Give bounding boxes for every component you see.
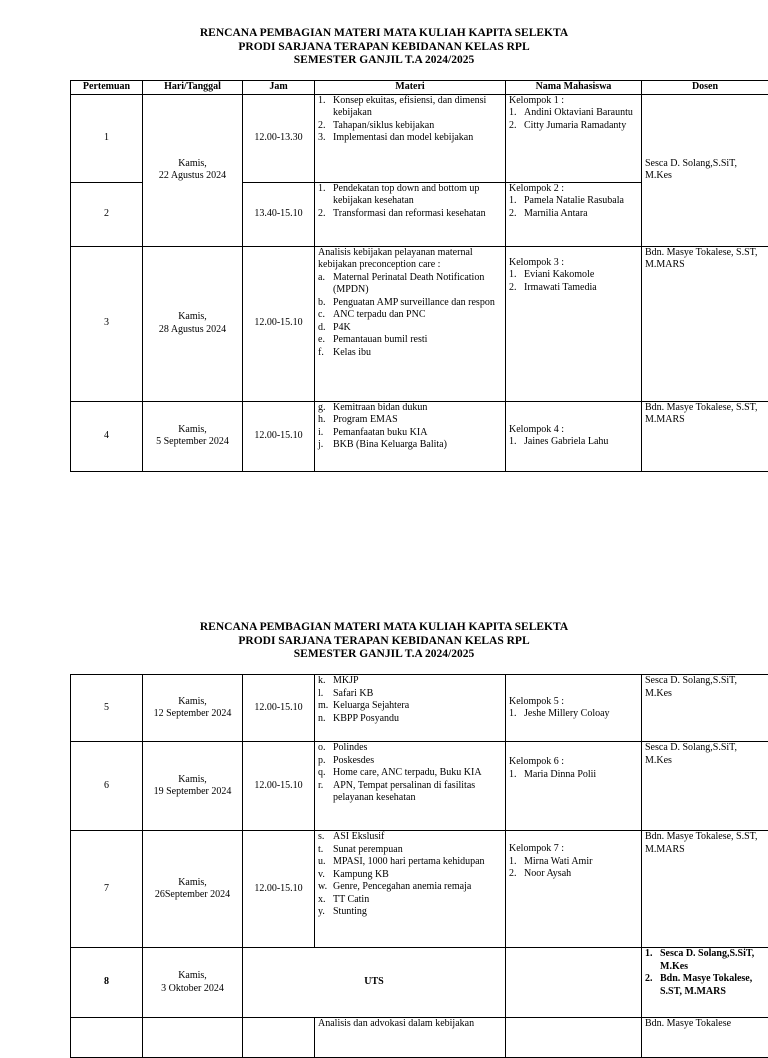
- kelompok-label: Kelompok 2 :: [509, 183, 638, 196]
- dosen-cell: Bdn. Masye Tokalese, S.ST, M.MARS: [642, 401, 768, 471]
- tanggal-text: 12 September 2024: [146, 708, 239, 721]
- title-line: SEMESTER GANJIL T.A 2024/2025: [0, 54, 768, 68]
- tanggal-text: 22 Agustus 2024: [146, 170, 239, 183]
- tanggal-text: 3 Oktober 2024: [146, 983, 239, 996]
- list-item: p. Poskesdes: [318, 755, 502, 768]
- header-materi: Materi: [315, 81, 506, 95]
- dosen-cell: Bdn. Masye Tokalese, S.ST, M.MARS: [642, 246, 768, 401]
- title-line: RENCANA PEMBAGIAN MATERI MATA KULIAH KAPITA SELEKTA: [0, 27, 768, 41]
- mahasiswa-cell: [506, 94, 642, 182]
- list-item: 1. Sesca D. Solang,S.SiT, M.Kes: [645, 948, 765, 973]
- dosen-cell: Bdn. Masye Tokalese: [642, 1018, 768, 1058]
- list-item: 2. Marnilia Antara: [509, 208, 638, 221]
- header-hari-tanggal: Hari/Tanggal: [143, 81, 243, 95]
- materi-intro: Analisis kebijakan pelayanan maternal kebijakan preconception care :: [318, 247, 502, 272]
- list-item: l. Safari KB: [318, 688, 502, 701]
- table-row: [71, 675, 768, 742]
- pertemuan-cell: 3: [71, 246, 143, 401]
- mahasiswa-cell: [506, 948, 642, 1018]
- title-line: PRODI SARJANA TERAPAN KEBIDANAN KELAS RPL: [0, 635, 768, 649]
- materi-cell: [315, 182, 506, 246]
- list-item: i. Pemanfaatan buku KIA: [318, 427, 502, 440]
- materi-cell: [315, 246, 506, 401]
- list-item: 1. Jaines Gabriela Lahu: [509, 436, 638, 449]
- list-item: 2. Citty Jumaria Ramadanty: [509, 120, 638, 133]
- materi-cell: [315, 401, 506, 471]
- jam-cell: 12.00-13.30: [243, 94, 315, 182]
- page1-title: [0, 27, 768, 68]
- title-line: PRODI SARJANA TERAPAN KEBIDANAN KELAS RPL: [0, 41, 768, 55]
- mahasiswa-cell: [506, 401, 642, 471]
- schedule-table-2: [70, 674, 768, 1058]
- list-item: 1. Pamela Natalie Rasubala: [509, 195, 638, 208]
- list-item: u. MPASI, 1000 hari pertama kehidupan: [318, 856, 502, 869]
- list-item: 1. Eviani Kakomole: [509, 269, 638, 282]
- list-item: q. Home care, ANC terpadu, Buku KIA: [318, 767, 502, 780]
- table-row: [71, 246, 768, 401]
- mahasiswa-cell: [506, 182, 642, 246]
- mahasiswa-cell: [506, 675, 642, 742]
- dosen-cell: [642, 948, 768, 1018]
- title-line: SEMESTER GANJIL T.A 2024/2025: [0, 648, 768, 662]
- jam-cell: 12.00-15.10: [243, 831, 315, 948]
- hari-text: Kamis,: [146, 158, 239, 171]
- list-item: o. Polindes: [318, 742, 502, 755]
- table-header-row: [71, 81, 768, 95]
- table-row: [71, 401, 768, 471]
- table-row: [71, 948, 768, 1018]
- mahasiswa-cell: [506, 246, 642, 401]
- kelompok-label: Kelompok 7 :: [509, 843, 638, 856]
- list-item: f. Kelas ibu: [318, 347, 502, 360]
- tanggal-text: 28 Agustus 2024: [146, 324, 239, 337]
- dosen-cell: Sesca D. Solang,S.SiT, M.Kes: [642, 742, 768, 831]
- header-dosen: Dosen: [642, 81, 768, 95]
- list-item: m. Keluarga Sejahtera: [318, 700, 502, 713]
- list-item: t. Sunat perempuan: [318, 844, 502, 857]
- list-item: 2. Bdn. Masye Tokalese, S.ST, M.MARS: [645, 973, 765, 998]
- mahasiswa-cell: [506, 742, 642, 831]
- hari-text: Kamis,: [146, 774, 239, 787]
- list-item: k. MKJP: [318, 675, 502, 688]
- dosen-cell: Sesca D. Solang,S.SiT, M.Kes: [642, 94, 768, 246]
- page2-title: [0, 621, 768, 662]
- hari-tanggal-cell: [143, 948, 243, 1018]
- list-item: e. Pemantauan bumil resti: [318, 334, 502, 347]
- list-item: d. P4K: [318, 322, 502, 335]
- jam-cell: 13.40-15.10: [243, 182, 315, 246]
- materi-cell: Analisis dan advokasi dalam kebijakan: [315, 1018, 506, 1058]
- list-item: 2. Noor Aysah: [509, 868, 638, 881]
- pertemuan-cell: 4: [71, 401, 143, 471]
- list-item: 2. Irmawati Tamedia: [509, 282, 638, 295]
- jam-cell: 12.00-15.10: [243, 675, 315, 742]
- list-item: v. Kampung KB: [318, 869, 502, 882]
- pertemuan-cell: 5: [71, 675, 143, 742]
- tanggal-text: 19 September 2024: [146, 786, 239, 799]
- kelompok-label: Kelompok 3 :: [509, 257, 638, 270]
- hari-text: Kamis,: [146, 311, 239, 324]
- pertemuan-cell: 7: [71, 831, 143, 948]
- table-row: [71, 94, 768, 182]
- list-item: 1. Andini Oktaviani Barauntu: [509, 107, 638, 120]
- list-item: 3. Implementasi dan model kebijakan: [318, 132, 502, 145]
- list-item: g. Kemitraan bidan dukun: [318, 402, 502, 415]
- list-item: x. TT Catin: [318, 894, 502, 907]
- header-jam: Jam: [243, 81, 315, 95]
- pertemuan-cell: 2: [71, 182, 143, 246]
- list-item: w. Genre, Pencegahan anemia remaja: [318, 881, 502, 894]
- list-item: n. KBPP Posyandu: [318, 713, 502, 726]
- hari-tanggal-cell: [143, 675, 243, 742]
- hari-tanggal-cell: [143, 831, 243, 948]
- table-row: [71, 831, 768, 948]
- kelompok-label: Kelompok 5 :: [509, 696, 638, 709]
- tanggal-text: 5 September 2024: [146, 436, 239, 449]
- list-item: s. ASI Ekslusif: [318, 831, 502, 844]
- dosen-cell: Sesca D. Solang,S.SiT, M.Kes: [642, 675, 768, 742]
- list-item: j. BKB (Bina Keluarga Balita): [318, 439, 502, 452]
- pertemuan-cell: 1: [71, 94, 143, 182]
- pertemuan-cell: 6: [71, 742, 143, 831]
- header-nama-mahasiswa: Nama Mahasiswa: [506, 81, 642, 95]
- list-item: 1. Maria Dinna Polii: [509, 769, 638, 782]
- hari-tanggal-cell: [143, 246, 243, 401]
- hari-text: Kamis,: [146, 877, 239, 890]
- materi-cell: [315, 742, 506, 831]
- jam-cell: 12.00-15.10: [243, 246, 315, 401]
- materi-cell: [315, 675, 506, 742]
- kelompok-label: Kelompok 6 :: [509, 756, 638, 769]
- mahasiswa-cell: [506, 831, 642, 948]
- pertemuan-cell: 8: [71, 948, 143, 1018]
- list-item: b. Penguatan AMP surveillance dan respon: [318, 297, 502, 310]
- hari-tanggal-cell: [143, 401, 243, 471]
- list-item: 1. Mirna Wati Amir: [509, 856, 638, 869]
- kelompok-label: Kelompok 4 :: [509, 424, 638, 437]
- list-item: r. APN, Tempat persalinan di fasilitas pelayanan kesehatan: [318, 780, 502, 805]
- list-item: c. ANC terpadu dan PNC: [318, 309, 502, 322]
- hari-tanggal-cell: [143, 742, 243, 831]
- hari-tanggal-cell: [143, 94, 243, 246]
- materi-cell: [315, 831, 506, 948]
- hari-text: Kamis,: [146, 970, 239, 983]
- list-item: 1. Jeshe Millery Coloay: [509, 708, 638, 721]
- list-item: 1. Konsep ekuitas, efisiensi, dan dimensi kebijakan: [318, 95, 502, 120]
- title-line: RENCANA PEMBAGIAN MATERI MATA KULIAH KAPITA SELEKTA: [0, 621, 768, 635]
- tanggal-text: 26September 2024: [146, 889, 239, 902]
- list-item: 2. Tahapan/siklus kebijakan: [318, 120, 502, 133]
- hari-text: Kamis,: [146, 696, 239, 709]
- kelompok-label: Kelompok 1 :: [509, 95, 638, 108]
- jam-cell: 12.00-15.10: [243, 742, 315, 831]
- list-item: y. Stunting: [318, 906, 502, 919]
- table-row: [71, 742, 768, 831]
- hari-text: Kamis,: [146, 424, 239, 437]
- list-item: a. Maternal Perinatal Death Notification (MPDN): [318, 272, 502, 297]
- uts-cell: UTS: [243, 948, 506, 1018]
- list-item: 2. Transformasi dan reformasi kesehatan: [318, 208, 502, 221]
- jam-cell: 12.00-15.10: [243, 401, 315, 471]
- header-pertemuan: Pertemuan: [71, 81, 143, 95]
- materi-cell: [315, 94, 506, 182]
- list-item: h. Program EMAS: [318, 414, 502, 427]
- dosen-cell: Bdn. Masye Tokalese, S.ST, M.MARS: [642, 831, 768, 948]
- schedule-table-1: [70, 80, 768, 472]
- list-item: 1. Pendekatan top down and bottom up kebijakan kesehatan: [318, 183, 502, 208]
